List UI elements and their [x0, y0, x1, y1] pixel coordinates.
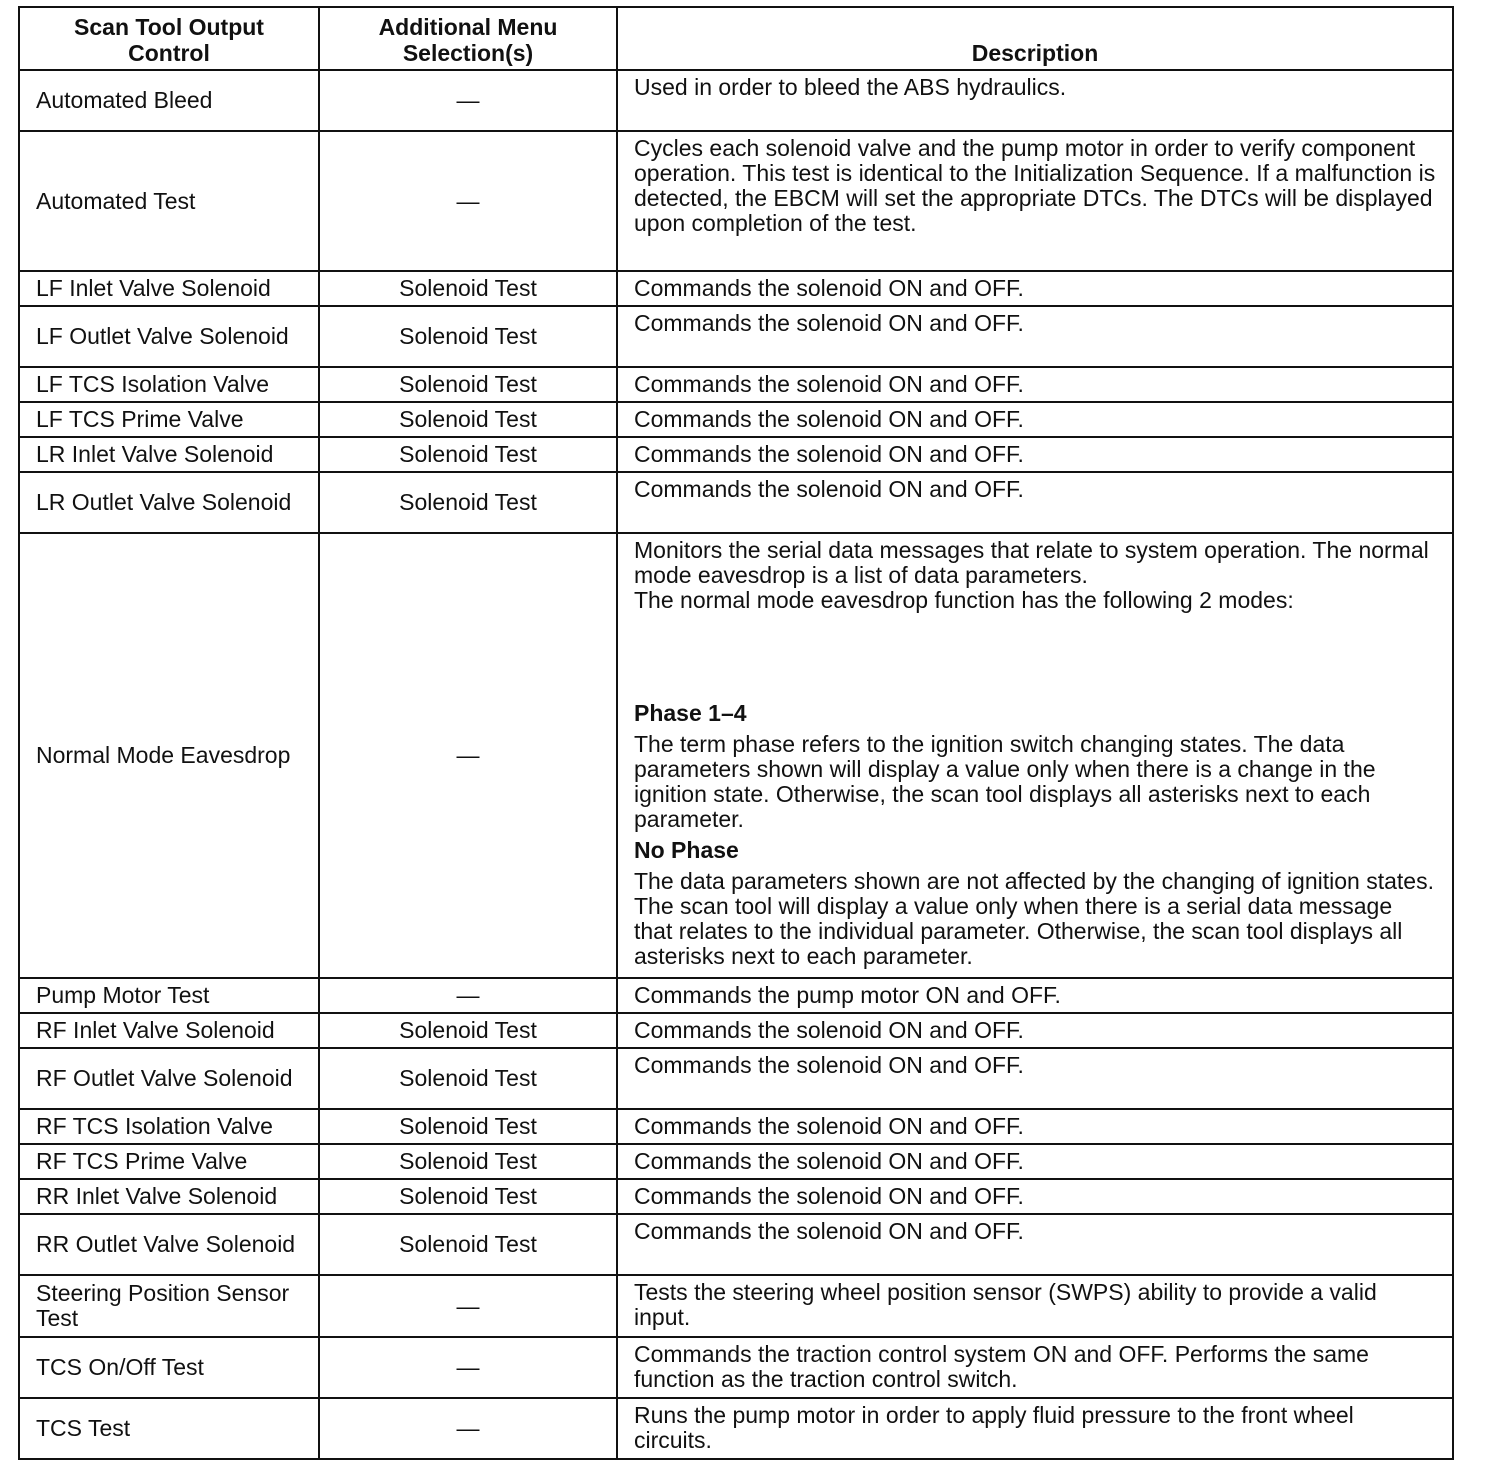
table-row [19, 402, 1453, 437]
control-cell: Automated Test [19, 131, 319, 271]
control-cell: Normal Mode Eavesdrop [19, 533, 319, 978]
control-cell: RF TCS Prime Valve [19, 1144, 319, 1179]
table-row [19, 271, 1453, 306]
menu-cell: — [319, 533, 617, 978]
control-cell: LR Inlet Valve Solenoid [19, 437, 319, 472]
control-cell: LF TCS Isolation Valve [19, 367, 319, 402]
description-cell: Commands the solenoid ON and OFF. [617, 306, 1453, 367]
menu-cell: — [319, 1337, 617, 1398]
menu-cell: Solenoid Test [319, 306, 617, 367]
table-row [19, 131, 1453, 271]
menu-cell: Solenoid Test [319, 402, 617, 437]
table-row [19, 1214, 1453, 1275]
description-cell: Commands the solenoid ON and OFF. [617, 1013, 1453, 1048]
header-scan-tool-output-control: Scan Tool Output Control [19, 7, 319, 70]
menu-cell: — [319, 978, 617, 1013]
control-cell: RF Outlet Valve Solenoid [19, 1048, 319, 1109]
table-row [19, 437, 1453, 472]
scan-tool-output-table [18, 6, 1454, 1460]
description-cell: Commands the solenoid ON and OFF. [617, 437, 1453, 472]
table-row [19, 1275, 1453, 1337]
menu-cell: Solenoid Test [319, 1048, 617, 1109]
header-additional-menu-selections: Additional Menu Selection(s) [319, 7, 617, 70]
table-header-row [19, 7, 1453, 70]
phase-text: The term phase refers to the ignition switch changing states. The data parameters shown will display a value only when there is a change in the ignition state. Otherwise, the scan tool displays all asterisks next to each parameter. [634, 731, 1376, 832]
description-cell: Tests the steering wheel position sensor (SWPS) ability to provide a valid input. [617, 1275, 1453, 1337]
spacer [634, 613, 1436, 701]
control-cell: RR Inlet Valve Solenoid [19, 1179, 319, 1214]
description-cell: Commands the solenoid ON and OFF. [617, 1179, 1453, 1214]
table-row [19, 1337, 1453, 1398]
menu-cell: — [319, 1275, 617, 1337]
control-cell: LF TCS Prime Valve [19, 402, 319, 437]
table-row [19, 1048, 1453, 1109]
menu-cell: — [319, 1398, 617, 1459]
description-cell: Commands the solenoid ON and OFF. [617, 1144, 1453, 1179]
description-cell: Commands the solenoid ON and OFF. [617, 1214, 1453, 1275]
control-cell: Pump Motor Test [19, 978, 319, 1013]
control-cell: RF Inlet Valve Solenoid [19, 1013, 319, 1048]
description-cell: Cycles each solenoid valve and the pump motor in order to verify component operation. This test is identical to the Initialization Sequence. If a malfunction is detected, the EBCM will set the appropriate DTCs. The DTCs will be displayed upon completion of the test. [617, 131, 1453, 271]
description-cell: Commands the solenoid ON and OFF. [617, 367, 1453, 402]
menu-cell: Solenoid Test [319, 472, 617, 533]
control-cell: LF Outlet Valve Solenoid [19, 306, 319, 367]
control-cell: RR Outlet Valve Solenoid [19, 1214, 319, 1275]
eavesdrop-intro-text: Monitors the serial data messages that relate to system operation. The normal mode eavesdrop is a list of data parameters. [634, 537, 1429, 588]
table-row [19, 472, 1453, 533]
menu-cell: Solenoid Test [319, 1144, 617, 1179]
control-cell: Steering Position Sensor Test [19, 1275, 319, 1337]
table-row [19, 1144, 1453, 1179]
description-cell: Commands the solenoid ON and OFF. [617, 1109, 1453, 1144]
control-cell: RF TCS Isolation Valve [19, 1109, 319, 1144]
table-row [19, 1398, 1453, 1459]
description-cell [617, 533, 1453, 978]
table-row [19, 978, 1453, 1013]
header-description: Description [617, 7, 1453, 70]
menu-cell: Solenoid Test [319, 1214, 617, 1275]
phase-heading: Phase 1–4 [634, 700, 747, 726]
menu-cell: — [319, 70, 617, 131]
control-cell: Automated Bleed [19, 70, 319, 131]
description-cell: Commands the pump motor ON and OFF. [617, 978, 1453, 1013]
control-cell: TCS On/Off Test [19, 1337, 319, 1398]
description-cell: Commands the solenoid ON and OFF. [617, 1048, 1453, 1109]
control-cell: TCS Test [19, 1398, 319, 1459]
eavesdrop-modes-text: The normal mode eavesdrop function has the following 2 modes: [634, 587, 1294, 613]
menu-cell: Solenoid Test [319, 271, 617, 306]
description-cell: Commands the solenoid ON and OFF. [617, 472, 1453, 533]
table-row [19, 1179, 1453, 1214]
menu-cell: Solenoid Test [319, 1013, 617, 1048]
description-cell: Commands the solenoid ON and OFF. [617, 271, 1453, 306]
no-phase-text: The data parameters shown are not affected by the changing of ignition states. The scan tool will display a value only when there is a serial data message that relates to the individual parameter. Otherwise, the scan tool displays all asterisks next to each parameter. [634, 868, 1434, 969]
table-row [19, 70, 1453, 131]
menu-cell: Solenoid Test [319, 1109, 617, 1144]
table-row [19, 367, 1453, 402]
table-row [19, 306, 1453, 367]
description-cell: Commands the solenoid ON and OFF. [617, 402, 1453, 437]
menu-cell: Solenoid Test [319, 437, 617, 472]
description-cell: Commands the traction control system ON and OFF. Performs the same function as the traction control switch. [617, 1337, 1453, 1398]
menu-cell: Solenoid Test [319, 1179, 617, 1214]
menu-cell: — [319, 131, 617, 271]
table-row [19, 533, 1453, 978]
control-cell: LR Outlet Valve Solenoid [19, 472, 319, 533]
table-row [19, 1013, 1453, 1048]
description-cell: Runs the pump motor in order to apply fluid pressure to the front wheel circuits. [617, 1398, 1453, 1459]
table-row [19, 1109, 1453, 1144]
no-phase-heading: No Phase [634, 837, 739, 863]
menu-cell: Solenoid Test [319, 367, 617, 402]
control-cell: LF Inlet Valve Solenoid [19, 271, 319, 306]
description-cell: Used in order to bleed the ABS hydraulics. [617, 70, 1453, 131]
